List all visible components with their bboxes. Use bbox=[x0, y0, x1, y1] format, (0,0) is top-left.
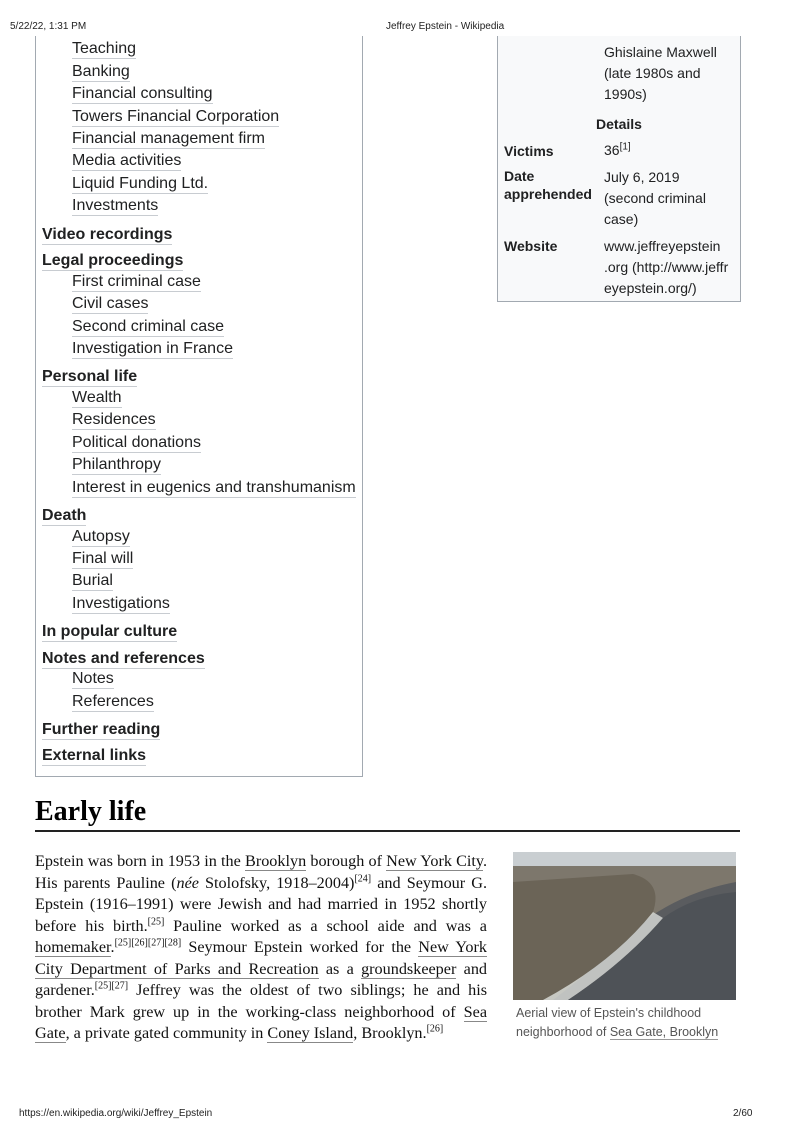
website-line: eyepstein.org/) bbox=[604, 280, 697, 296]
print-url: https://en.wikipedia.org/wiki/Jeffrey_Epstein bbox=[19, 1108, 213, 1119]
toc-item-references[interactable]: References bbox=[72, 693, 154, 710]
toc-item-financial-management-firm[interactable]: Financial management firm bbox=[72, 130, 265, 147]
victims-citation[interactable]: [1] bbox=[619, 141, 631, 153]
infobox-website-link[interactable] bbox=[604, 236, 738, 299]
toc-item-death[interactable]: Death bbox=[42, 507, 87, 524]
date-value-line: (second criminal bbox=[604, 190, 706, 206]
sea-gate-aerial-photo[interactable] bbox=[513, 852, 736, 1000]
infobox-victims-value bbox=[604, 140, 738, 161]
print-date: 5/22/22, 1:31 PM bbox=[10, 21, 87, 32]
link-groundskeeper[interactable]: groundskeeper bbox=[361, 959, 457, 978]
link-brooklyn[interactable]: Brooklyn bbox=[245, 852, 307, 870]
toc-item-media-activities[interactable]: Media activities bbox=[72, 152, 182, 169]
date-label-line: apprehended bbox=[504, 186, 592, 202]
toc-item-external-links[interactable]: External links bbox=[42, 747, 147, 764]
early-life-paragraph: Epstein was born in 1953 in the Brooklyn borough of New York City. His parents Pauline (née Stolofsky, 1918–2004)[24] and Seymour G. Epstein (1916–1991) were Jewish and had married in 1952 shortly before his birth.[25] Pauline worked as a school aide and was a homemaker.[25][26][27][28] Seymour Epstein worked for the New York City Department of Parks and Recreation as a groundskeeper and gardener.[25][27] Jeffrey was the oldest of two siblings; he and his brother Mark grew up in the working-class neighborhood of Sea Gate, a private gated community in Coney Island, Brooklyn.[26] bbox=[35, 852, 488, 1042]
toc-item-investigations[interactable]: Investigations bbox=[72, 595, 170, 612]
table-of-contents bbox=[35, 36, 363, 777]
infobox-victims-label: Victims bbox=[504, 143, 554, 159]
toc-item-financial-consulting[interactable]: Financial consulting bbox=[72, 85, 213, 102]
toc-item-notes-references[interactable]: Notes and references bbox=[42, 650, 205, 667]
toc-item-teaching[interactable]: Teaching bbox=[72, 40, 137, 57]
infobox bbox=[497, 36, 741, 302]
date-value-line: July 6, 2019 bbox=[604, 169, 680, 185]
citation-25-27[interactable]: [25][27] bbox=[94, 980, 129, 992]
website-line: .org (http://www.jeffr bbox=[604, 259, 729, 275]
infobox-date-value bbox=[604, 167, 738, 230]
print-page-number: 2/60 bbox=[733, 1108, 753, 1119]
toc-item-notes[interactable]: Notes bbox=[72, 670, 114, 687]
toc-item-wealth[interactable]: Wealth bbox=[72, 389, 122, 406]
toc-item-towers-financial[interactable]: Towers Financial Corporation bbox=[72, 108, 280, 125]
partner-line: (late 1980s and bbox=[604, 65, 701, 81]
toc-item-further-reading[interactable]: Further reading bbox=[42, 721, 161, 738]
toc-item-first-criminal-case[interactable]: First criminal case bbox=[72, 273, 201, 290]
infobox-details-header: Details bbox=[596, 116, 642, 132]
citation-25[interactable]: [25] bbox=[147, 916, 165, 928]
citation-24[interactable]: [24] bbox=[354, 873, 372, 885]
toc-item-residences[interactable]: Residences bbox=[72, 411, 156, 428]
toc-item-philanthropy[interactable]: Philanthropy bbox=[72, 456, 161, 473]
toc-item-liquid-funding[interactable]: Liquid Funding Ltd. bbox=[72, 175, 209, 192]
toc-item-personal-life[interactable]: Personal life bbox=[42, 368, 138, 385]
partner-line: Ghislaine Maxwell bbox=[604, 44, 717, 60]
date-value-line: case) bbox=[604, 211, 639, 227]
citation-25-28[interactable]: [25][26][27][28] bbox=[114, 937, 182, 949]
partner-line: 1990s) bbox=[604, 86, 647, 102]
infobox-website-label: Website bbox=[504, 238, 558, 254]
citation-26[interactable]: [26] bbox=[426, 1023, 444, 1035]
toc-item-civil-cases[interactable]: Civil cases bbox=[72, 295, 149, 312]
toc-item-final-will[interactable]: Final will bbox=[72, 550, 134, 567]
toc-item-video-recordings[interactable]: Video recordings bbox=[42, 226, 173, 243]
link-new-york-city[interactable]: New York City bbox=[386, 852, 483, 870]
link-coney-island[interactable]: Coney Island bbox=[267, 1024, 354, 1042]
toc-item-investigation-france[interactable]: Investigation in France bbox=[72, 340, 233, 357]
infobox-date-label bbox=[504, 167, 592, 203]
link-sea-gate[interactable]: Sea Gate bbox=[35, 1002, 487, 1042]
toc-item-banking[interactable]: Banking bbox=[72, 63, 130, 80]
toc-item-political-donations[interactable]: Political donations bbox=[72, 434, 201, 451]
photo-caption: Aerial view of Epstein's childhood neighborhood of Sea Gate, Brooklyn bbox=[516, 1006, 719, 1039]
toc-item-eugenics[interactable]: Interest in eugenics and transhumanism bbox=[72, 479, 356, 496]
toc-item-legal-proceedings[interactable]: Legal proceedings bbox=[42, 252, 184, 269]
link-nyc-parks[interactable]: New York City Department of Parks and Recreation bbox=[35, 938, 487, 978]
toc-item-second-criminal-case[interactable]: Second criminal case bbox=[72, 318, 225, 335]
link-homemaker[interactable]: homemaker bbox=[35, 938, 111, 956]
toc-item-autopsy[interactable]: Autopsy bbox=[72, 528, 130, 545]
section-heading-early-life: Early life bbox=[35, 796, 740, 832]
toc-item-burial[interactable]: Burial bbox=[72, 572, 113, 589]
website-line: www.jeffreyepstein bbox=[604, 238, 721, 254]
date-label-line: Date bbox=[504, 168, 535, 184]
aerial-photo-illustration bbox=[513, 852, 736, 1000]
infobox-partner-value bbox=[604, 42, 738, 105]
print-page-title: Jeffrey Epstein - Wikipedia bbox=[386, 21, 505, 32]
toc-item-popular-culture[interactable]: In popular culture bbox=[42, 623, 178, 640]
link-caption-sea-gate[interactable]: Sea Gate, Brooklyn bbox=[609, 1025, 719, 1039]
victims-count: 36 bbox=[604, 142, 620, 158]
toc-item-investments[interactable]: Investments bbox=[72, 197, 159, 214]
